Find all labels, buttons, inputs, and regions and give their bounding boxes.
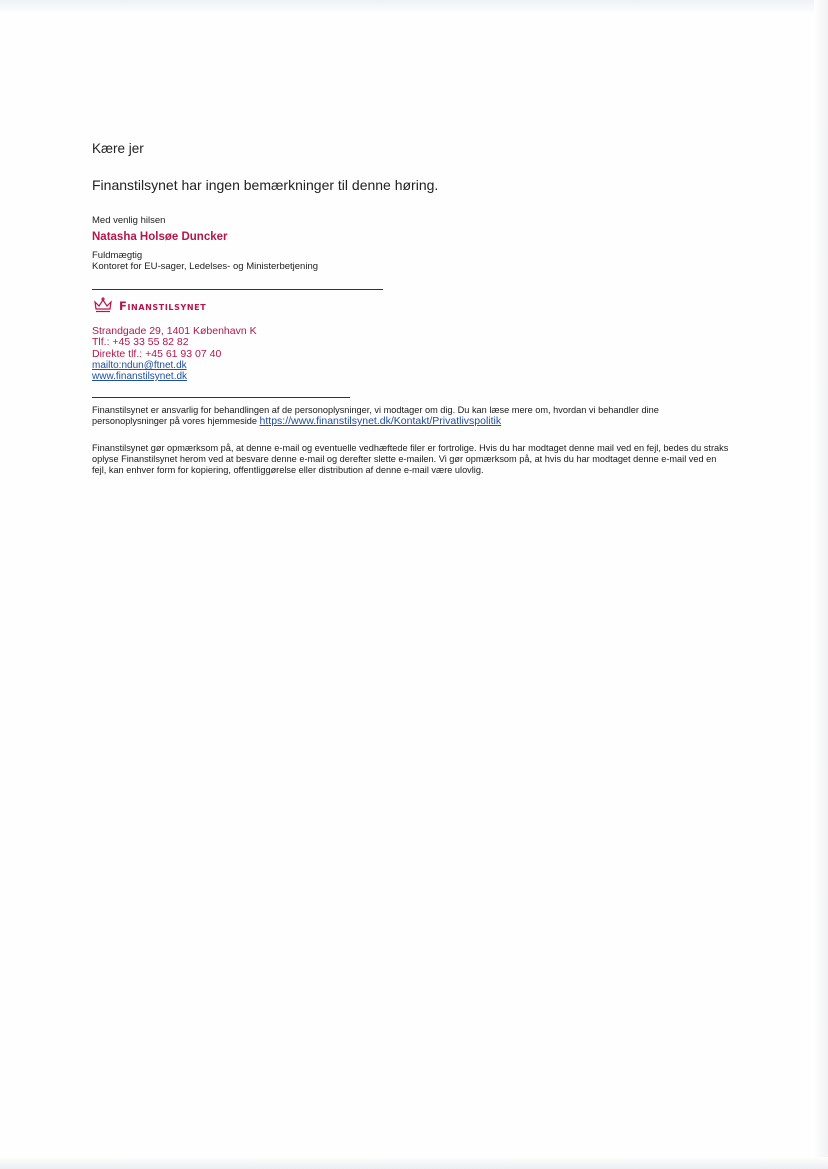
contact-divider xyxy=(92,397,350,398)
phone: Tlf.: +45 33 55 82 82 xyxy=(92,336,189,349)
greeting: Kære jer xyxy=(92,141,144,156)
privacy-text: Finanstilsynet er ansvarlig for behandlingen af de personoplysninger, vi modtager om dig. Du kan læse mere om, hvordan vi behandler dine personoplysninger på vores hjemmeside xyxy=(92,405,659,426)
sender-name: Natasha Holsøe Duncker xyxy=(92,231,228,243)
contact-block xyxy=(92,326,257,382)
privacy-notice xyxy=(92,405,732,427)
statement: Finanstilsynet har ingen bemærkninger til denne høring. xyxy=(92,177,439,193)
department: Kontoret for EU-sager, Ledelses- og Ministerbetjening xyxy=(92,261,319,272)
signature-divider xyxy=(92,289,383,290)
website-link[interactable]: www.finanstilsynet.dk xyxy=(92,371,188,383)
sender-title xyxy=(92,250,392,272)
crown-icon xyxy=(93,297,113,315)
scan-bottom-edge xyxy=(0,1157,828,1169)
signature-block xyxy=(92,215,392,272)
logo-text: Finanstilsynet xyxy=(119,299,207,313)
scan-top-edge xyxy=(0,0,828,14)
address: Strandgade 29, 1401 København K xyxy=(92,325,257,337)
confidentiality-notice: Finanstilsynet gør opmærksom på, at denne e-mail og eventuelle vedhæftede filer er fortrolige. Hvis du har modtaget denne mail ved en fejl, bedes du straks oplyse Finanstilsynet herom ved at besvare denne e-mail og derefter slette e-mailen. Vi gør opmærksom på, at hvis du har modtaget denne e-mail ved en fejl, kan enhver form for kopiering, offentliggørelse eller distribution af denne e-mail være ulovlig. xyxy=(92,443,729,475)
finanstilsynet-logo xyxy=(93,296,206,316)
email-link[interactable]: mailto:ndun@ftnet.dk xyxy=(92,359,187,371)
closing: Med venlig hilsen xyxy=(92,215,166,226)
direct-phone: Direkte tlf.: +45 61 93 07 40 xyxy=(92,347,222,360)
scan-right-edge xyxy=(814,0,828,1169)
job-title: Fuldmægtig xyxy=(92,250,143,261)
privacy-link[interactable]: https://www.finanstilsynet.dk/Kontakt/Privatlivspolitik xyxy=(259,415,502,427)
